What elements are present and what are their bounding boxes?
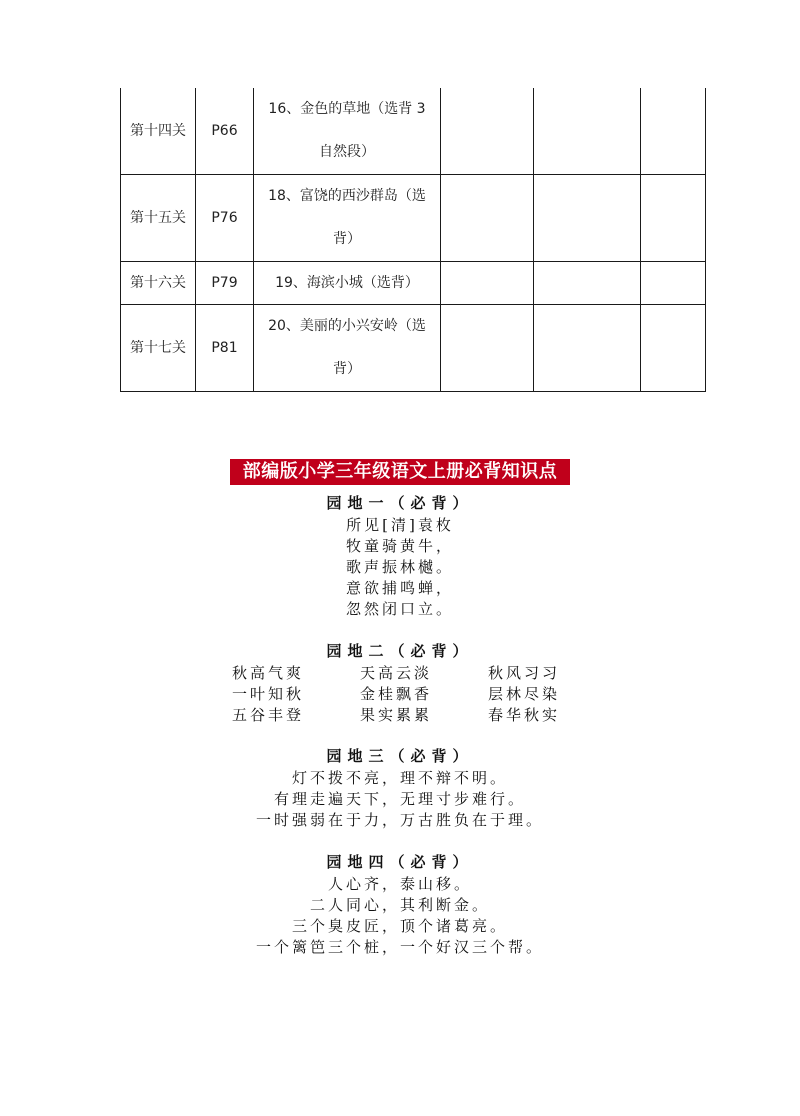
idiom-grid	[0, 663, 800, 726]
table-row	[121, 88, 706, 175]
empty-cell	[441, 305, 534, 392]
recitation-table	[120, 88, 706, 392]
saying-line: 三个臭皮匠，顶个诸葛亮。	[291, 917, 508, 935]
lesson-cell	[254, 305, 441, 392]
recitation-table-wrapper	[120, 88, 705, 392]
empty-cell	[534, 262, 641, 305]
lesson-line: 16、金色的草地（选背 3	[268, 101, 426, 117]
lesson-cell: 19、海滨小城（选背）	[254, 262, 441, 305]
empty-cell	[641, 262, 706, 305]
section-heading: 园地四（必背）	[326, 853, 474, 871]
idiom: 一叶知秋	[232, 685, 305, 703]
page-cell: P76	[196, 175, 254, 262]
page-cell: P66	[196, 88, 254, 175]
idiom: 秋风习习	[488, 664, 561, 682]
lesson-line: 自然段）	[319, 144, 375, 160]
idiom: 春华秋实	[488, 706, 561, 724]
idiom-column	[360, 663, 488, 726]
lesson-cell	[254, 175, 441, 262]
section-heading: 园地三（必背）	[326, 747, 474, 765]
yuandi3-section	[0, 746, 800, 831]
section-banner: 部编版小学三年级语文上册必背知识点	[230, 459, 570, 485]
level-cell: 第十四关	[121, 88, 196, 175]
lesson-line: 背）	[333, 361, 361, 377]
lesson-line: 背）	[333, 231, 361, 247]
saying-line: 二人同心，其利断金。	[309, 896, 490, 914]
empty-cell	[641, 175, 706, 262]
yuandi1-section	[0, 493, 800, 620]
idiom-column	[232, 663, 360, 726]
saying-line: 人心齐，泰山移。	[327, 875, 472, 893]
idiom: 五谷丰登	[232, 706, 305, 724]
table-row	[121, 262, 706, 305]
empty-cell	[441, 88, 534, 175]
poem-line: 意欲捕鸣蝉，	[345, 579, 454, 597]
idiom-column	[488, 663, 568, 726]
section-heading: 园地二（必背）	[326, 642, 474, 660]
empty-cell	[441, 262, 534, 305]
yuandi2-section	[0, 641, 800, 726]
table-row	[121, 175, 706, 262]
page-cell: P81	[196, 305, 254, 392]
yuandi4-section	[0, 852, 800, 958]
saying-line: 一时强弱在于力，万古胜负在于理。	[255, 811, 544, 829]
lesson-line: 20、美丽的小兴安岭（选	[268, 318, 426, 334]
poem-line: 所见[清]袁枚	[346, 516, 454, 534]
poem-line: 忽然闭口立。	[345, 600, 454, 618]
level-cell: 第十五关	[121, 175, 196, 262]
saying-line: 灯不拨不亮，理不辩不明。	[291, 769, 508, 787]
page-cell: P79	[196, 262, 254, 305]
empty-cell	[641, 88, 706, 175]
idiom: 秋高气爽	[232, 664, 305, 682]
idiom: 层林尽染	[488, 685, 561, 703]
idiom: 果实累累	[360, 706, 433, 724]
level-cell: 第十七关	[121, 305, 196, 392]
empty-cell	[641, 305, 706, 392]
empty-cell	[534, 175, 641, 262]
empty-cell	[534, 88, 641, 175]
poem-line: 牧童骑黄牛，	[345, 537, 454, 555]
lesson-line: 18、富饶的西沙群岛（选	[268, 188, 426, 204]
table-row	[121, 305, 706, 392]
section-heading: 园地一（必背）	[326, 494, 474, 512]
poem-line: 歌声振林樾。	[345, 558, 454, 576]
saying-line: 一个篱笆三个桩，一个好汉三个帮。	[255, 938, 544, 956]
empty-cell	[441, 175, 534, 262]
level-cell: 第十六关	[121, 262, 196, 305]
saying-line: 有理走遍天下，无理寸步难行。	[273, 790, 526, 808]
lesson-cell	[254, 88, 441, 175]
idiom: 天高云淡	[360, 664, 433, 682]
empty-cell	[534, 305, 641, 392]
idiom: 金桂飘香	[360, 685, 433, 703]
